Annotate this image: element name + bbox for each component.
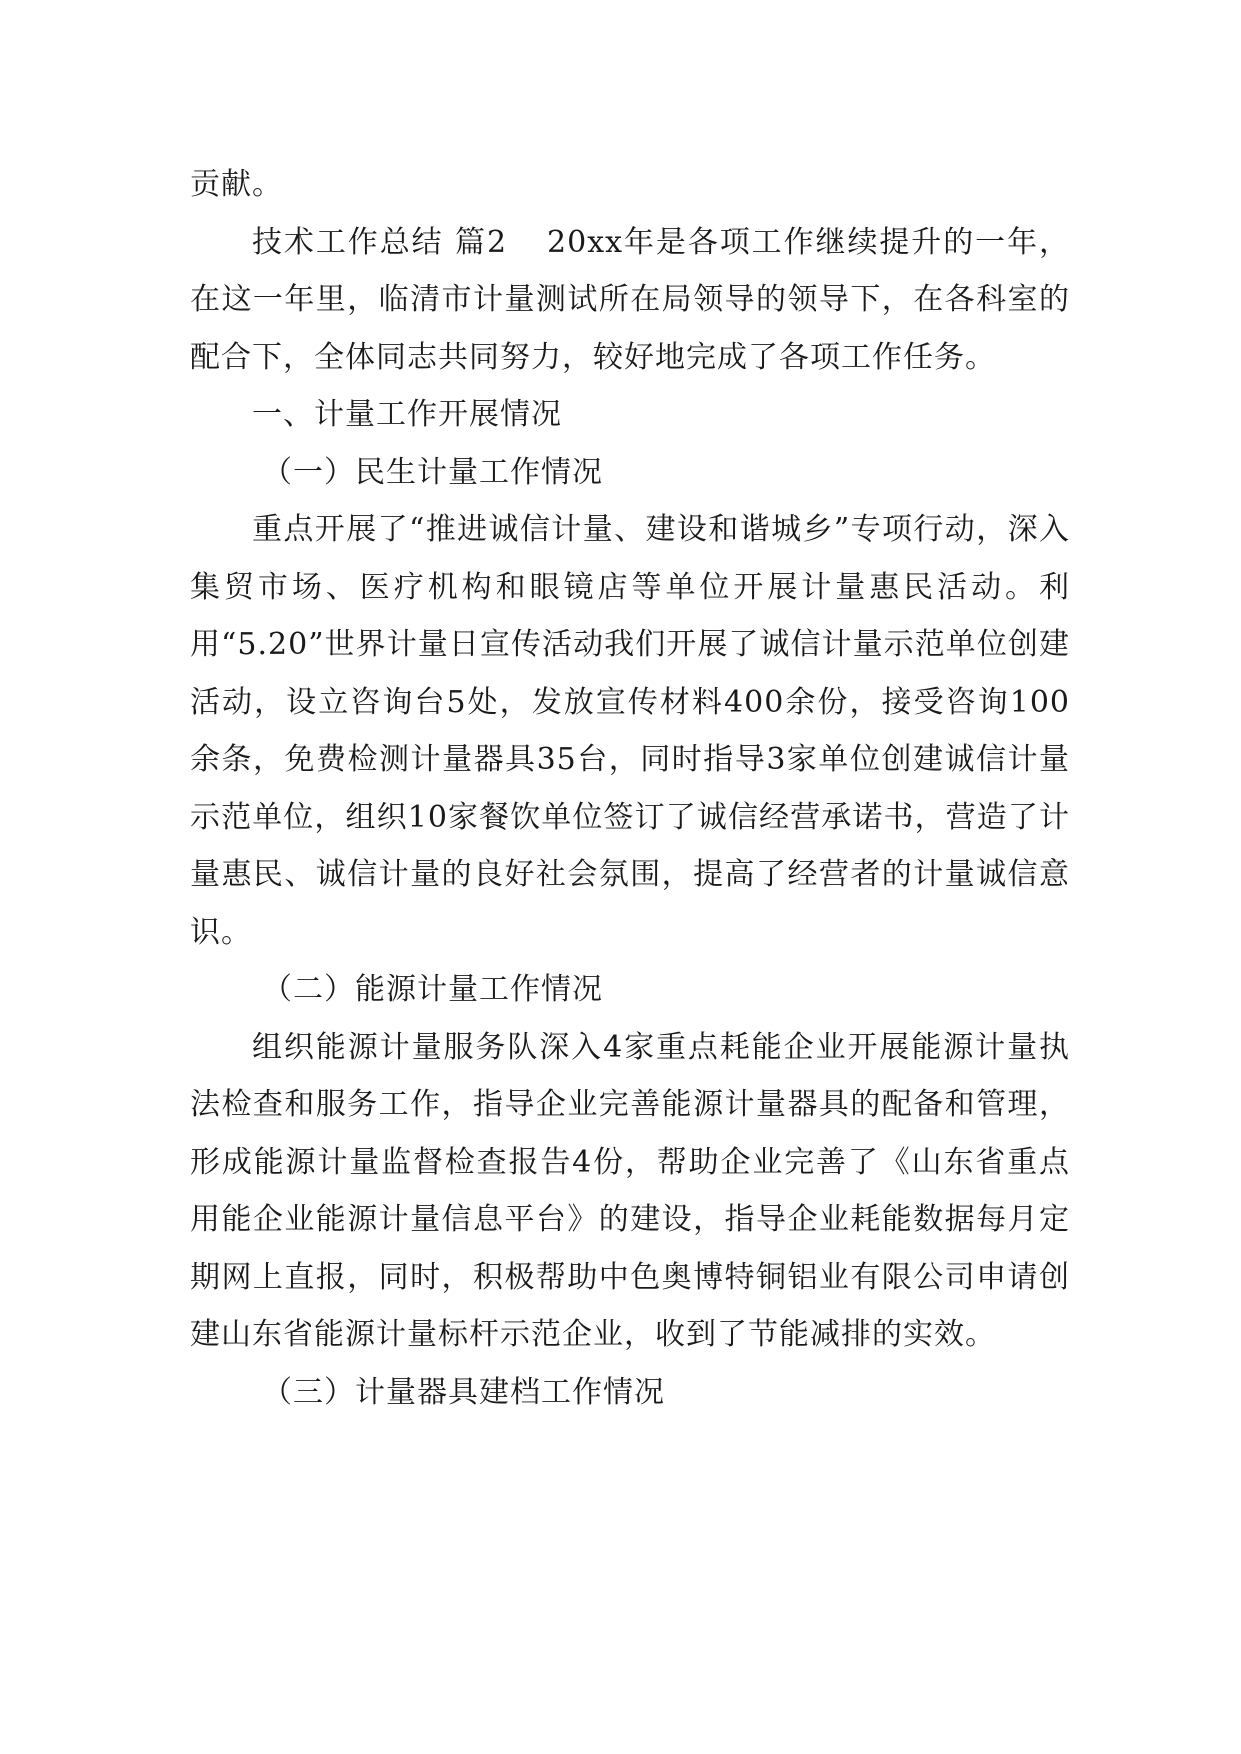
heading-level-1: 一、计量工作开展情况 [252,397,562,432]
paragraph-livelihood: 重点开展了“推进诚信计量、建设和谐城乡”专项行动，深入集贸市场、医疗机构和眼镜店等单位开展计量惠民活动。利用“5.20”世界计量日宣传活动我们开展了诚信计量示范单位创建活动，设立咨询台5处，发放宣传材料400余份，接受咨询100余条，免费检测计量器具35台，同时指导3家单位创建诚信计量示范单位，组织10家餐饮单位签订了诚信经营承诺书，营造了计量惠民、诚信计量的良好社会氛围，提高了经营者的计量诚信意识。 [190,512,1070,950]
intro-text: 20xx年是各项工作继续提升的一年，在这一年里，临清市计量测试所在局领导的领导下，在各科室的配合下，全体同志共同努力，较好地完成了各项工作任务。 [190,224,1070,375]
paragraph-energy: 组织能源计量服务队深入4家重点耗能企业开展能源计量执法检查和服务工作，指导企业完善能源计量器具的配备和管理，形成能源计量监督检查报告4份，帮助企业完善了《山东省重点用能企业能源计量信息平台》的建设，指导企业耗能数据每月定期网上直报，同时，积极帮助中色奥博特铜铝业有限公司申请创建山东省能源计量标杆示范企业，收到了节能减排的实效。 [190,1029,1070,1352]
heading-level-2-livelihood: （一）民生计量工作情况 [262,454,603,490]
document-body [190,156,1070,1421]
paragraph-continuation: 贡献。 [190,167,283,202]
heading-level-2-archiving: （三）计量器具建档工作情况 [262,1374,665,1410]
heading-level-2-energy: （二）能源计量工作情况 [262,972,603,1007]
section-title: 技术工作总结 篇2 [252,224,508,260]
paragraph-intro [190,214,1070,387]
